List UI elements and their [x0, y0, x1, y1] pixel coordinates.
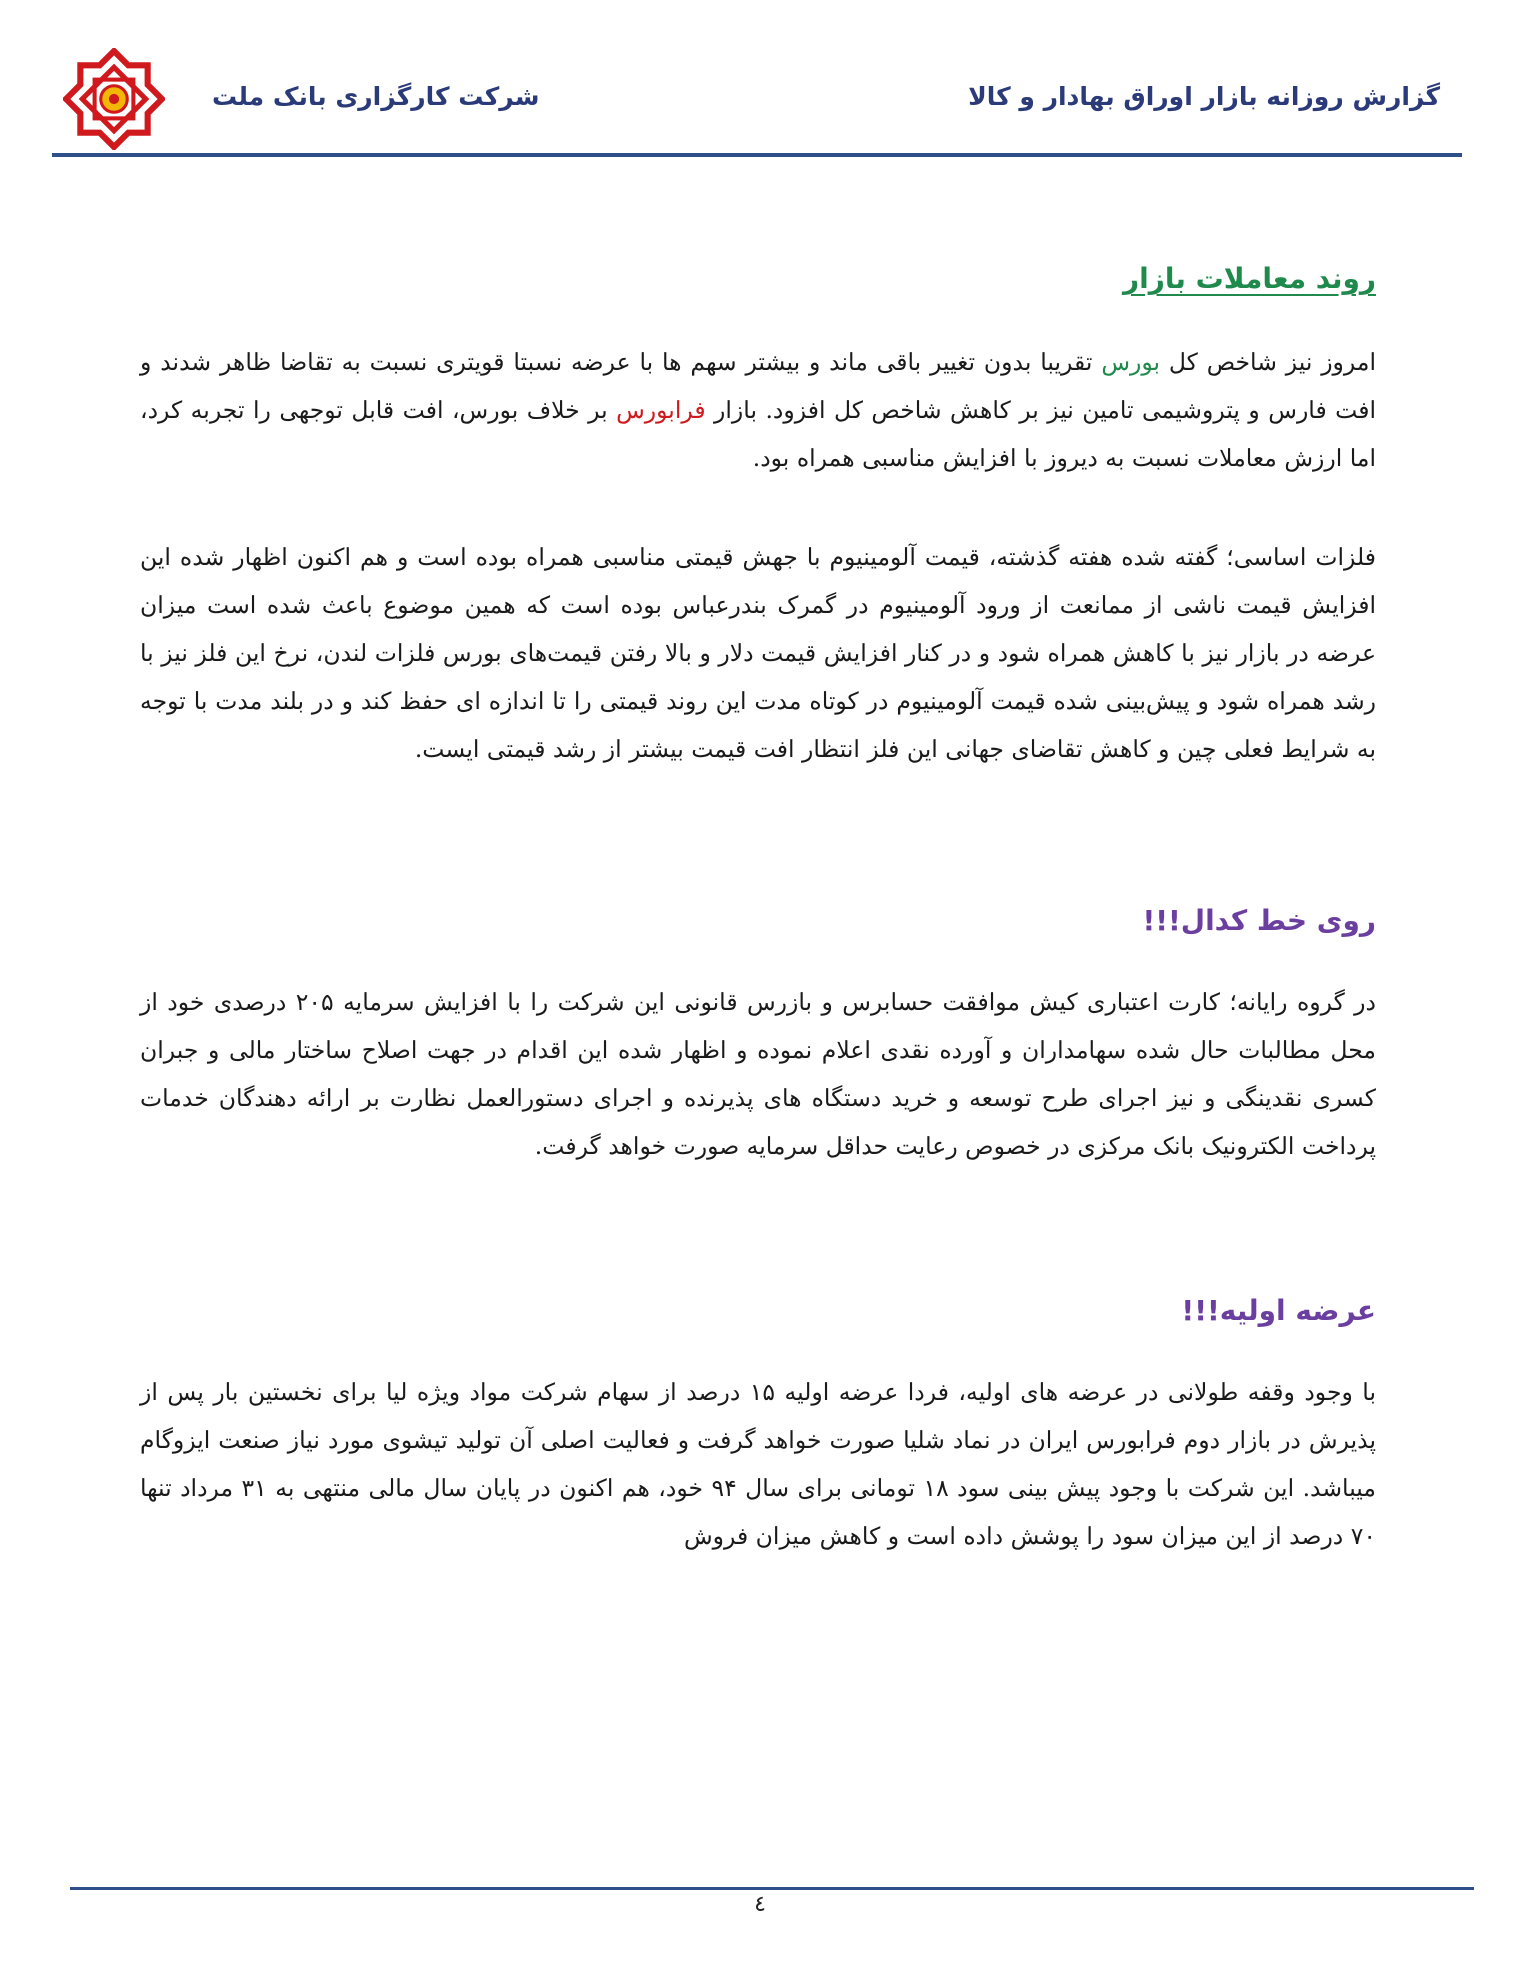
section-heading-market-trend: روند معاملات بازار	[1123, 262, 1376, 295]
text-run: امروز نیز شاخص کل	[1160, 348, 1376, 376]
header-divider	[52, 153, 1462, 157]
paragraph-base-metals	[140, 533, 1376, 773]
paragraph-text: فلزات اساسی؛ گفته شده هفته گذشته، قیمت آلومینیوم با جهش قیمتی مناسبی همراه بوده است و هم اکنون اظهار شده این افزایش قیمت ناشی از ممانعت از ورود آلومینیوم در گمرک بندرعباس بوده است که همین موضوع باعث شده است میزان عرضه در بازار نیز با کاهش همراه شود و در کنار افزایش قیمت دلار و بالا رفتن قیمت‌های بورس فلزات لندن، نرخ این فلز نیز با رشد همراه شود و پیش‌بینی شده قیمت آلومینیوم در کوتاه مدت این روند قیمتی را تا اندازه ای حفظ کند و در بلند مدت با توجه به شرایط فعلی چین و کاهش تقاضای جهانی این فلز انتظار افت قیمت بیشتر از رشد قیمتی ایست.	[140, 543, 1376, 763]
highlight-farabourse: فرابورس	[616, 396, 706, 424]
text-run: تقریبا بدون تغییر باقی ماند و بیشتر سهم ها با عرضه نسبتا قویتری نسبت به تقاضا ظاهر شدند و افت فارس و پتروشیمی تامین نیز بر کاهش شاخص کل افزود. بازار	[140, 348, 1376, 424]
paragraph-text: با وجود وقفه طولانی در عرضه های اولیه، فردا عرضه اولیه ۱۵ درصد از سهام شرکت مواد ویژه لیا برای نخستین بار پس از پذیرش در بازار دوم فرابورس ایران در نماد شلیا صورت خواهد گرفت و فعالیت اصلی آن تولید تیشوی مورد نیاز صنعت ایزوگام میباشد. این شرکت با وجود پیش بینی سود ۱۸ تومانی برای سال ۹۴ خود، هم اکنون در پایان سال مالی منتهی به ۳۱ مرداد تنها ۷۰ درصد از این میزان سود را پوشش داده است و کاهش میزان فروش	[140, 1378, 1376, 1550]
page-number: ٤	[754, 1892, 766, 1917]
paragraph-text	[140, 338, 1376, 482]
section-heading-codal: روی خط کدال!!!	[1142, 904, 1376, 937]
paragraph-market-summary	[140, 338, 1376, 482]
highlight-bourse: بورس	[1101, 348, 1161, 376]
section-codal	[140, 904, 1376, 937]
section-market-trend	[140, 262, 1376, 295]
footer-divider	[70, 1887, 1474, 1890]
company-name: شرکت کارگزاری بانک ملت	[212, 82, 540, 111]
paragraph-codal	[140, 978, 1376, 1170]
report-title: گزارش روزانه بازار اوراق بهادار و کالا	[968, 82, 1440, 111]
paragraph-ipo	[140, 1368, 1376, 1560]
section-heading-ipo: عرضه اولیه!!!	[1181, 1294, 1376, 1327]
page-header	[0, 0, 1530, 160]
text-run: بر خلاف بورس، افت قابل توجهی را تجربه کرد، اما ارزش معاملات نسبت به دیروز با افزایش مناسبی همراه بود.	[140, 396, 1376, 472]
bank-mellat-logo-icon	[63, 48, 165, 150]
section-ipo	[140, 1294, 1376, 1327]
paragraph-text: در گروه رایانه؛ کارت اعتباری کیش موافقت حسابرس و بازرس قانونی این شرکت را با افزایش سرمایه ۲۰۵ درصدی خود از محل مطالبات حال شده سهامداران و آورده نقدی اعلام نموده و اظهار شده این اقدام در جهت اصلاح ساختار مالی و جبران کسری نقدینگی و نیز اجرای طرح توسعه و خرید دستگاه های پذیرنده و اجرای دستورالعمل نظارت بر ارائه دهندگان خدمات پرداخت الکترونیک بانک مرکزی در خصوص رعایت حداقل سرمایه صورت خواهد گرفت.	[140, 988, 1376, 1160]
